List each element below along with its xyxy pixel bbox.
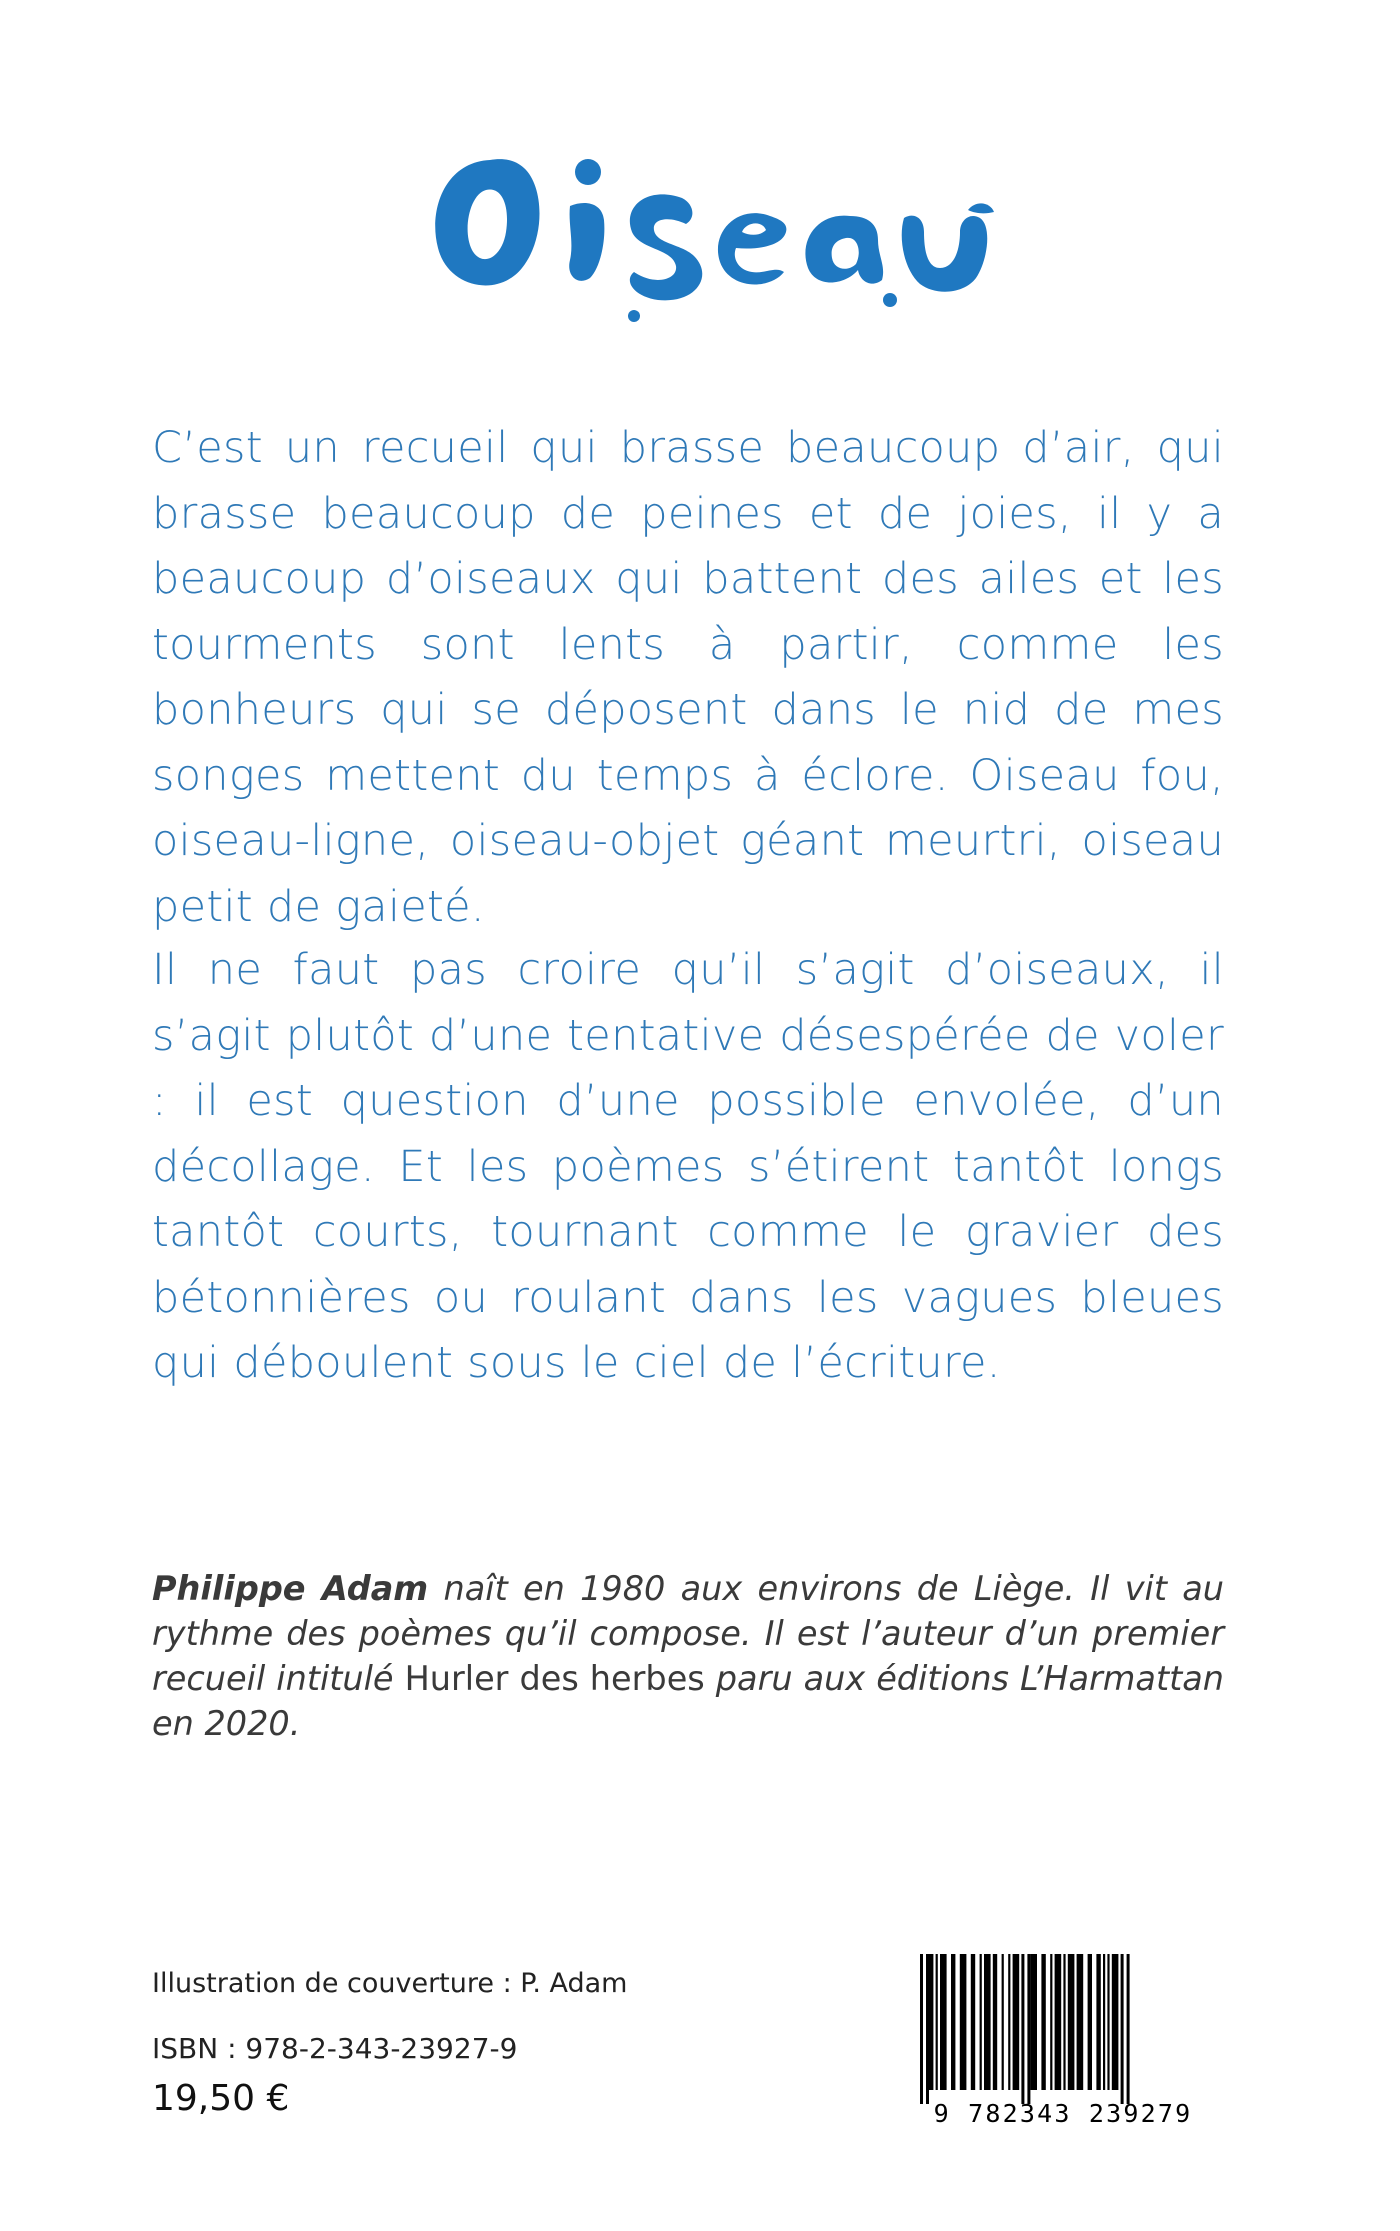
barcode-bar (971, 1954, 975, 2090)
barcode-bar (1055, 1954, 1062, 2090)
barcode-bar (1002, 1954, 1004, 2090)
author-bio-text-2: paru aux éditions L’Harmattan en 2020. (152, 1659, 1224, 1743)
barcode-bar (1088, 1954, 1092, 2090)
barcode-bar (984, 1954, 991, 2090)
barcode-bar (1041, 1954, 1045, 2090)
barcode-bar (1103, 1954, 1105, 2090)
barcode-bar (1063, 1954, 1065, 2090)
title-logo-letters (435, 159, 994, 322)
author-bio (152, 1566, 1224, 1746)
barcode-bar (929, 1954, 933, 2090)
barcode-bar (1112, 1954, 1119, 2090)
barcode-guard-bar (1027, 1954, 1030, 2104)
barcode-bars (920, 1954, 1130, 2104)
barcode-bar (980, 1954, 982, 2090)
illustration-credit: Illustration de couverture : P. Adam (152, 1968, 628, 1999)
blurb-paragraph-1: C’est un recueil qui brasse beaucoup d’air, qui brasse beaucoup de peines et de joies, il y a beaucoup d’oiseaux qui battent des ailes et les tourments sont lents à partir, comme les bonheurs qui se déposent dans le nid de mes songes mettent du temps à éclore. Oiseau fou, oiseau-ligne, oiseau-objet géant meurtri, oiseau petit de gaieté. (152, 423, 1224, 932)
barcode-guard-bar (1127, 1954, 1130, 2104)
barcode-digits: 9 782343 239279 (933, 2099, 1193, 2128)
barcode-bar (1030, 1954, 1037, 2090)
author-name: Philippe Adam (152, 1569, 429, 1608)
barcode-bar (1013, 1954, 1020, 2090)
barcode-guard-bar (1121, 1954, 1124, 2104)
barcode-bar (993, 1954, 997, 2090)
barcode-guard-bar (920, 1954, 923, 2104)
barcode-bar (1008, 1954, 1010, 2090)
barcode-bar (960, 1954, 967, 2090)
barcode-bar (936, 1954, 938, 2090)
barcode-guard-bar (1021, 1954, 1024, 2104)
barcode-bar (1107, 1954, 1109, 2090)
barcode (898, 1950, 1228, 2128)
barcode-bar (951, 1954, 955, 2090)
isbn: ISBN : 978-2-343-23927-9 (152, 2032, 518, 2065)
author-bio-text-1: naît en 1980 aux environs de Liège. Il vit au rythme des poèmes qu’il compose. Il est l’auteur d’un premier recueil intitulé (152, 1569, 1224, 1698)
barcode-bar (1068, 1954, 1075, 2090)
previous-book-title: Hurler des herbes (404, 1659, 705, 1698)
price: 19,50 € (152, 2078, 290, 2119)
blurb-paragraph-2: Il ne faut pas croire qu’il s’agit d’oiseaux, il s’agit plutôt d’une tentative désespérée de voler : il est question d’une possible envolée, d’un décollage. Et les poèmes s’étirent tantôt longs tantôt courts, tournant comme le gravier des bétonnières ou roulant dans les vagues bleues qui déboulent sous le ciel de l’écriture. (152, 945, 1224, 1388)
barcode-bar (1077, 1954, 1084, 2090)
barcode-bar (1050, 1954, 1052, 2090)
barcode-bar (940, 1954, 947, 2090)
barcode-bar (1096, 1954, 1100, 2090)
title-logo (420, 120, 1000, 340)
barcode-guard-bar (926, 1954, 929, 2104)
